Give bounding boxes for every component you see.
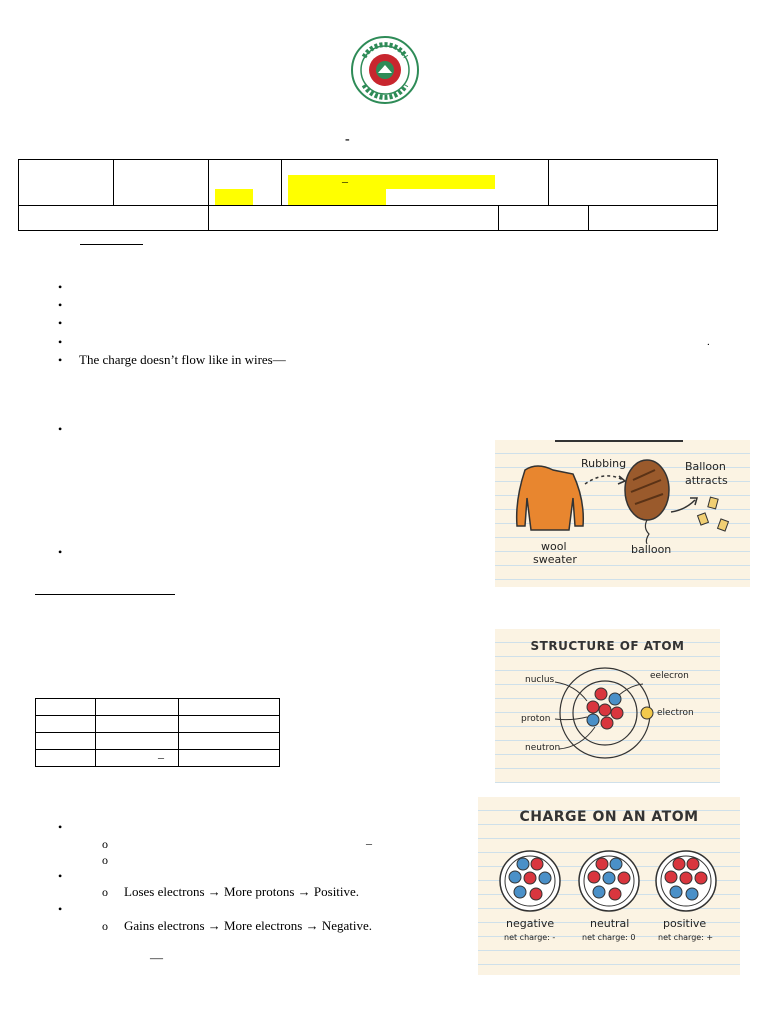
bullet-dot: • <box>58 422 63 436</box>
sub-bullet: o <box>102 853 108 867</box>
header-cell <box>548 159 718 206</box>
bullet-dot: • <box>58 298 63 312</box>
label-neutron: neutron <box>525 743 561 753</box>
sub-bullet: o <box>102 919 108 933</box>
table-cell <box>95 749 179 767</box>
label-balloon: balloon <box>631 543 672 556</box>
table-cell <box>95 715 179 733</box>
table-cell <box>35 698 96 716</box>
table-cell <box>178 715 280 733</box>
label-nuclus: nuclus <box>525 675 555 685</box>
table-cell <box>35 749 96 767</box>
trailing-dash: — <box>150 950 163 965</box>
label-negative: negative <box>506 917 555 930</box>
atom-drawing <box>495 629 720 783</box>
bullet-text: The charge doesn’t flow like in wires— <box>79 352 286 367</box>
paper-icon <box>718 519 729 531</box>
sub-bullet: o <box>102 837 108 851</box>
label-electron: electron <box>657 708 694 718</box>
bullet-dot: • <box>58 335 63 349</box>
section-heading-underline <box>35 594 175 595</box>
positive-atom-icon <box>656 851 716 911</box>
panel-title: CHARGE ON AN ATOM <box>519 809 699 825</box>
header-cell <box>18 159 114 206</box>
highlight-block <box>215 189 253 205</box>
sweater-icon <box>517 466 584 530</box>
paper-icon <box>698 513 709 525</box>
atom-structure-illustration <box>495 629 720 783</box>
bullet-dot: • <box>58 902 63 916</box>
label-rubbing: Rubbing <box>581 457 627 470</box>
label-balloon-attracts: Balloon <box>685 460 726 473</box>
section-heading-underline <box>80 244 143 245</box>
table-cell <box>178 749 280 767</box>
electron-icon <box>641 707 653 719</box>
header-cell <box>588 205 718 231</box>
highlight-dash: – <box>342 174 348 188</box>
header-cell <box>18 205 209 231</box>
highlight-block <box>288 175 495 189</box>
label-negative-net: net charge: - <box>504 933 556 942</box>
sub-bullet-text: Gains electrons → More electrons → Negative. <box>124 918 373 933</box>
table-cell <box>178 698 280 716</box>
label-positive-net: net charge: + <box>658 933 714 942</box>
label-wool: wool <box>541 540 567 553</box>
label-proton: proton <box>521 714 551 724</box>
table-cell <box>35 715 96 733</box>
atom-charge-illustration <box>478 797 740 975</box>
table-dash: – <box>158 750 164 764</box>
highlight-block <box>288 189 386 205</box>
bullet-dot: • <box>58 820 63 834</box>
sub-bullet: o <box>102 885 108 899</box>
neutral-atom-icon <box>579 851 639 911</box>
table-cell <box>95 732 179 750</box>
label-positive: positive <box>663 917 707 930</box>
bullet-dot: • <box>58 280 63 294</box>
bullet-dot: • <box>58 353 63 367</box>
stray-period: . <box>707 336 710 348</box>
seal-icon <box>350 35 420 105</box>
sub-bullet-dash: – <box>366 836 372 850</box>
paper-icon <box>708 497 718 509</box>
bullet-dot: • <box>58 316 63 330</box>
label-balloon-attracts: attracts <box>685 474 728 487</box>
header-cell <box>208 205 499 231</box>
bullet-dot: • <box>58 545 63 559</box>
table-cell <box>35 732 96 750</box>
balloon-icon <box>625 460 669 520</box>
header-cell <box>498 205 589 231</box>
balloon-illustration <box>495 440 750 587</box>
table-cell <box>95 698 179 716</box>
header-cell <box>113 159 209 206</box>
sub-bullet-text: Loses electrons → More protons → Positive. <box>124 884 360 899</box>
charge-drawing <box>478 797 740 975</box>
bullet-dot: • <box>58 869 63 883</box>
title-dash: - <box>345 132 350 147</box>
school-logo <box>350 35 420 105</box>
panel-title: STRUCTURE OF ATOM <box>530 639 685 653</box>
label-sweater: sweater <box>533 553 577 566</box>
label-eelecron: eelecron <box>650 671 689 681</box>
label-neutral: neutral <box>590 917 630 930</box>
negative-atom-icon <box>500 851 560 911</box>
label-neutral-net: net charge: 0 <box>582 933 636 942</box>
table-cell <box>178 732 280 750</box>
